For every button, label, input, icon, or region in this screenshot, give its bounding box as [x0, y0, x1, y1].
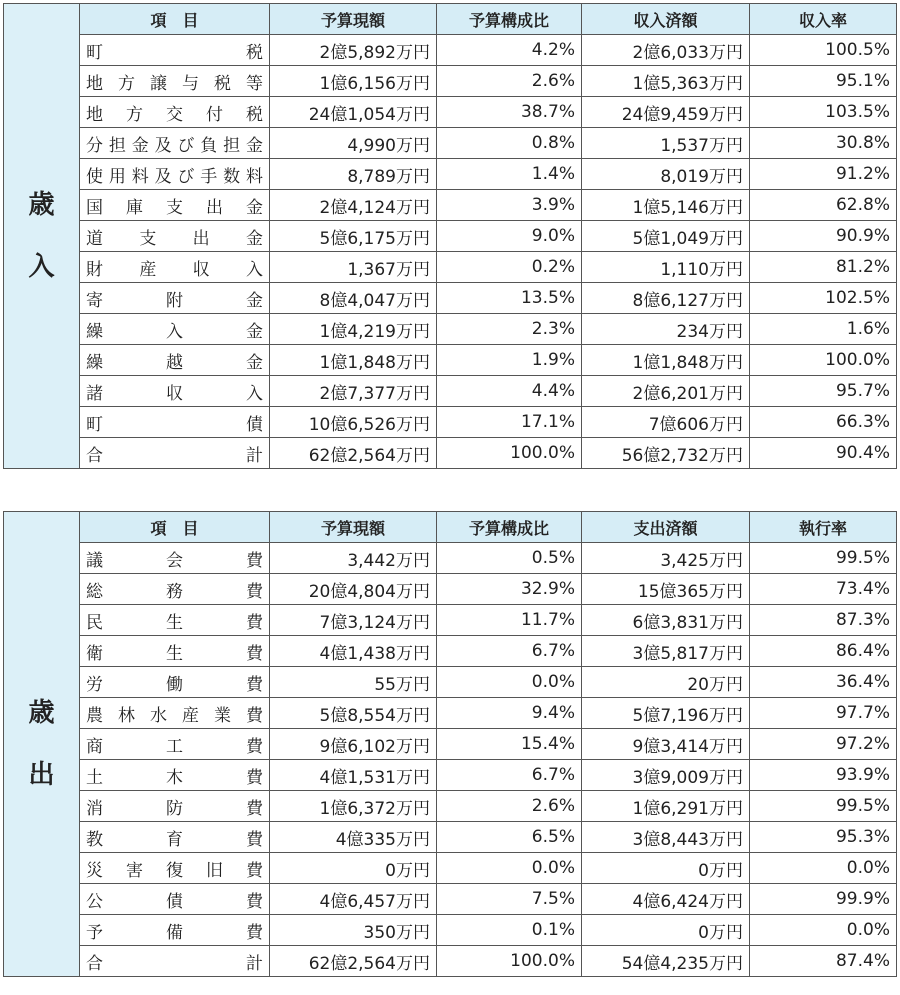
expenditure-cell-ratio: 11.7% [437, 605, 582, 636]
revenue-table-row [4, 35, 897, 66]
revenue-section-label [4, 4, 80, 469]
expenditure-cell-budget: 3,442万円 [270, 543, 437, 574]
expenditure-cell-rate: 87.4% [750, 946, 897, 977]
revenue-cell-item: 道支出金 [80, 221, 270, 252]
revenue-cell-actual: 24億9,459万円 [582, 97, 750, 128]
expenditure-cell-item: 民生費 [80, 605, 270, 636]
revenue-table-row [4, 66, 897, 97]
expenditure-table-row [4, 946, 897, 977]
revenue-cell-budget: 2億5,892万円 [270, 35, 437, 66]
revenue-cell-actual: 2億6,201万円 [582, 376, 750, 407]
revenue-cell-budget: 24億1,054万円 [270, 97, 437, 128]
expenditure-cell-actual: 20万円 [582, 667, 750, 698]
expenditure-header-row [4, 512, 897, 543]
revenue-cell-item: 使用料及び手数料 [80, 159, 270, 190]
revenue-table [3, 3, 897, 469]
revenue-cell-rate: 30.8% [750, 128, 897, 159]
expenditure-cell-rate: 93.9% [750, 760, 897, 791]
expenditure-table-row [4, 853, 897, 884]
revenue-cell-rate: 81.2% [750, 252, 897, 283]
expenditure-cell-budget: 4億6,457万円 [270, 884, 437, 915]
expenditure-cell-rate: 99.9% [750, 884, 897, 915]
revenue-cell-budget: 2億4,124万円 [270, 190, 437, 221]
expenditure-cell-ratio: 0.5% [437, 543, 582, 574]
revenue-cell-rate: 103.5% [750, 97, 897, 128]
expenditure-cell-actual: 0万円 [582, 853, 750, 884]
expenditure-table-row [4, 884, 897, 915]
expenditure-cell-actual: 3億9,009万円 [582, 760, 750, 791]
expenditure-cell-item: 労働費 [80, 667, 270, 698]
expenditure-cell-budget: 4億1,531万円 [270, 760, 437, 791]
expenditure-cell-rate: 86.4% [750, 636, 897, 667]
expenditure-cell-rate: 97.7% [750, 698, 897, 729]
expenditure-cell-item: 公債費 [80, 884, 270, 915]
expenditure-cell-ratio: 100.0% [437, 946, 582, 977]
revenue-cell-budget: 1,367万円 [270, 252, 437, 283]
revenue-cell-ratio: 100.0% [437, 438, 582, 469]
revenue-table-row [4, 314, 897, 345]
expenditure-cell-ratio: 6.7% [437, 760, 582, 791]
expenditure-cell-rate: 73.4% [750, 574, 897, 605]
expenditure-cell-actual: 54億4,235万円 [582, 946, 750, 977]
expenditure-cell-budget: 20億4,804万円 [270, 574, 437, 605]
expenditure-column-header: 予算現額 [270, 512, 437, 543]
expenditure-table [3, 511, 897, 977]
revenue-table-row [4, 97, 897, 128]
revenue-cell-actual: 234万円 [582, 314, 750, 345]
expenditure-table-row [4, 667, 897, 698]
expenditure-section-label [4, 512, 80, 977]
expenditure-cell-actual: 6億3,831万円 [582, 605, 750, 636]
expenditure-table-row [4, 791, 897, 822]
revenue-cell-ratio: 1.9% [437, 345, 582, 376]
revenue-cell-actual: 1,537万円 [582, 128, 750, 159]
expenditure-cell-item: 予備費 [80, 915, 270, 946]
revenue-cell-ratio: 4.4% [437, 376, 582, 407]
expenditure-cell-ratio: 15.4% [437, 729, 582, 760]
revenue-cell-rate: 90.4% [750, 438, 897, 469]
revenue-cell-budget: 10億6,526万円 [270, 407, 437, 438]
expenditure-cell-item: 消防費 [80, 791, 270, 822]
revenue-cell-actual: 5億1,049万円 [582, 221, 750, 252]
expenditure-cell-ratio: 0.0% [437, 853, 582, 884]
expenditure-cell-budget: 0万円 [270, 853, 437, 884]
revenue-cell-budget: 62億2,564万円 [270, 438, 437, 469]
expenditure-cell-rate: 87.3% [750, 605, 897, 636]
expenditure-cell-budget: 1億6,372万円 [270, 791, 437, 822]
revenue-header-row [4, 4, 897, 35]
expenditure-cell-item: 土木費 [80, 760, 270, 791]
revenue-cell-item: 寄附金 [80, 283, 270, 314]
revenue-cell-rate: 100.5% [750, 35, 897, 66]
revenue-cell-actual: 1,110万円 [582, 252, 750, 283]
revenue-cell-item: 地方譲与税等 [80, 66, 270, 97]
expenditure-cell-ratio: 32.9% [437, 574, 582, 605]
expenditure-cell-actual: 9億3,414万円 [582, 729, 750, 760]
revenue-cell-item: 町税 [80, 35, 270, 66]
revenue-cell-budget: 8,789万円 [270, 159, 437, 190]
revenue-cell-rate: 90.9% [750, 221, 897, 252]
expenditure-cell-ratio: 9.4% [437, 698, 582, 729]
revenue-column-header: 収入率 [750, 4, 897, 35]
expenditure-cell-actual: 3億5,817万円 [582, 636, 750, 667]
revenue-cell-budget: 1億1,848万円 [270, 345, 437, 376]
expenditure-cell-ratio: 0.0% [437, 667, 582, 698]
expenditure-cell-budget: 62億2,564万円 [270, 946, 437, 977]
expenditure-cell-actual: 3,425万円 [582, 543, 750, 574]
revenue-cell-item: 繰入金 [80, 314, 270, 345]
revenue-column-header: 項 目 [80, 4, 270, 35]
revenue-cell-rate: 1.6% [750, 314, 897, 345]
revenue-cell-item: 合計 [80, 438, 270, 469]
revenue-column-header: 予算現額 [270, 4, 437, 35]
revenue-cell-actual: 1億5,363万円 [582, 66, 750, 97]
expenditure-table-row [4, 543, 897, 574]
revenue-cell-rate: 66.3% [750, 407, 897, 438]
expenditure-cell-budget: 4億335万円 [270, 822, 437, 853]
revenue-cell-actual: 7億606万円 [582, 407, 750, 438]
expenditure-table-row [4, 698, 897, 729]
expenditure-cell-actual: 15億365万円 [582, 574, 750, 605]
expenditure-section-char: 出 [28, 760, 55, 790]
revenue-cell-rate: 100.0% [750, 345, 897, 376]
revenue-cell-ratio: 17.1% [437, 407, 582, 438]
revenue-cell-rate: 102.5% [750, 283, 897, 314]
revenue-cell-rate: 62.8% [750, 190, 897, 221]
expenditure-cell-budget: 9億6,102万円 [270, 729, 437, 760]
expenditure-cell-ratio: 2.6% [437, 791, 582, 822]
revenue-table-row [4, 407, 897, 438]
revenue-cell-item: 地方交付税 [80, 97, 270, 128]
expenditure-cell-ratio: 6.7% [437, 636, 582, 667]
expenditure-column-header: 項 目 [80, 512, 270, 543]
revenue-cell-ratio: 13.5% [437, 283, 582, 314]
revenue-cell-actual: 1億5,146万円 [582, 190, 750, 221]
expenditure-column-header: 予算構成比 [437, 512, 582, 543]
expenditure-body [4, 512, 897, 977]
revenue-column-header: 予算構成比 [437, 4, 582, 35]
expenditure-section-char: 歳 [28, 698, 55, 728]
revenue-cell-rate: 91.2% [750, 159, 897, 190]
revenue-section-char: 歳 [28, 190, 55, 220]
revenue-cell-item: 繰越金 [80, 345, 270, 376]
expenditure-cell-ratio: 0.1% [437, 915, 582, 946]
revenue-cell-budget: 8億4,047万円 [270, 283, 437, 314]
revenue-cell-budget: 5億6,175万円 [270, 221, 437, 252]
revenue-cell-budget: 1億6,156万円 [270, 66, 437, 97]
expenditure-cell-item: 教育費 [80, 822, 270, 853]
expenditure-column-header: 執行率 [750, 512, 897, 543]
revenue-cell-actual: 1億1,848万円 [582, 345, 750, 376]
expenditure-cell-actual: 1億6,291万円 [582, 791, 750, 822]
revenue-table-row [4, 345, 897, 376]
revenue-table-row [4, 190, 897, 221]
expenditure-cell-budget: 350万円 [270, 915, 437, 946]
expenditure-cell-item: 農林水産業費 [80, 698, 270, 729]
revenue-cell-actual: 2億6,033万円 [582, 35, 750, 66]
expenditure-table-row [4, 915, 897, 946]
expenditure-column-header: 支出済額 [582, 512, 750, 543]
revenue-cell-item: 財産収入 [80, 252, 270, 283]
revenue-cell-ratio: 3.9% [437, 190, 582, 221]
revenue-section-char: 入 [28, 252, 55, 282]
revenue-cell-budget: 2億7,377万円 [270, 376, 437, 407]
expenditure-cell-budget: 7億3,124万円 [270, 605, 437, 636]
expenditure-table-row [4, 729, 897, 760]
revenue-cell-item: 諸収入 [80, 376, 270, 407]
expenditure-cell-ratio: 7.5% [437, 884, 582, 915]
expenditure-cell-budget: 5億8,554万円 [270, 698, 437, 729]
expenditure-cell-actual: 4億6,424万円 [582, 884, 750, 915]
revenue-table-row [4, 128, 897, 159]
expenditure-cell-rate: 0.0% [750, 915, 897, 946]
expenditure-table-row [4, 574, 897, 605]
revenue-table-row [4, 283, 897, 314]
revenue-cell-item: 町債 [80, 407, 270, 438]
revenue-cell-actual: 56億2,732万円 [582, 438, 750, 469]
expenditure-cell-rate: 95.3% [750, 822, 897, 853]
revenue-cell-ratio: 2.3% [437, 314, 582, 345]
expenditure-cell-rate: 97.2% [750, 729, 897, 760]
expenditure-cell-item: 総務費 [80, 574, 270, 605]
expenditure-cell-budget: 4億1,438万円 [270, 636, 437, 667]
revenue-cell-budget: 4,990万円 [270, 128, 437, 159]
expenditure-cell-actual: 0万円 [582, 915, 750, 946]
expenditure-cell-rate: 99.5% [750, 791, 897, 822]
expenditure-cell-item: 商工費 [80, 729, 270, 760]
expenditure-cell-item: 衛生費 [80, 636, 270, 667]
expenditure-cell-ratio: 6.5% [437, 822, 582, 853]
revenue-table-row [4, 376, 897, 407]
expenditure-cell-item: 議会費 [80, 543, 270, 574]
expenditure-cell-rate: 99.5% [750, 543, 897, 574]
revenue-cell-rate: 95.1% [750, 66, 897, 97]
expenditure-table-row [4, 636, 897, 667]
revenue-cell-ratio: 4.2% [437, 35, 582, 66]
revenue-body [4, 4, 897, 469]
revenue-table-row [4, 438, 897, 469]
expenditure-cell-actual: 3億8,443万円 [582, 822, 750, 853]
revenue-cell-ratio: 0.2% [437, 252, 582, 283]
expenditure-cell-rate: 0.0% [750, 853, 897, 884]
revenue-table-row [4, 159, 897, 190]
revenue-cell-item: 分担金及び負担金 [80, 128, 270, 159]
revenue-cell-ratio: 0.8% [437, 128, 582, 159]
revenue-cell-ratio: 38.7% [437, 97, 582, 128]
expenditure-cell-item: 合計 [80, 946, 270, 977]
expenditure-table-row [4, 760, 897, 791]
revenue-cell-rate: 95.7% [750, 376, 897, 407]
revenue-cell-ratio: 9.0% [437, 221, 582, 252]
expenditure-table-row [4, 605, 897, 636]
expenditure-table-row [4, 822, 897, 853]
expenditure-cell-rate: 36.4% [750, 667, 897, 698]
revenue-cell-actual: 8,019万円 [582, 159, 750, 190]
revenue-table-row [4, 252, 897, 283]
expenditure-cell-actual: 5億7,196万円 [582, 698, 750, 729]
revenue-table-row [4, 221, 897, 252]
revenue-column-header: 収入済額 [582, 4, 750, 35]
revenue-cell-budget: 1億4,219万円 [270, 314, 437, 345]
revenue-cell-ratio: 1.4% [437, 159, 582, 190]
expenditure-cell-budget: 55万円 [270, 667, 437, 698]
revenue-cell-ratio: 2.6% [437, 66, 582, 97]
expenditure-cell-item: 災害復旧費 [80, 853, 270, 884]
revenue-cell-item: 国庫支出金 [80, 190, 270, 221]
revenue-cell-actual: 8億6,127万円 [582, 283, 750, 314]
